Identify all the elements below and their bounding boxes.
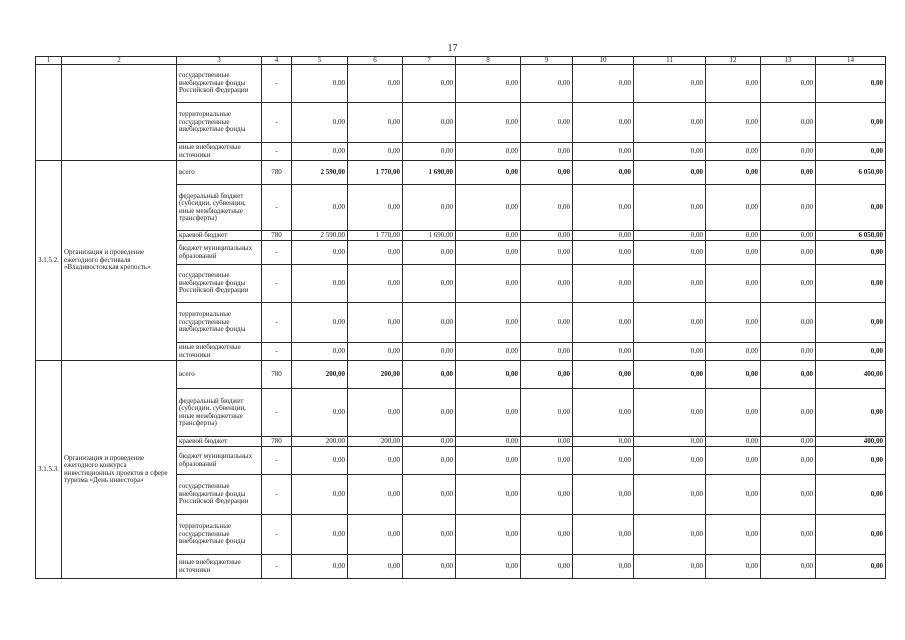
amount-cell: 0,00 [573,103,634,143]
column-number-row [36,57,886,65]
amount-cell: 0,00 [456,389,521,437]
amount-cell: 0,00 [761,555,816,579]
amount-cell: 0,00 [456,103,521,143]
column-number: 14 [816,57,886,65]
amount-cell: 0,00 [573,361,634,389]
amount-cell: 0,00 [761,343,816,361]
amount-cell: 0,00 [403,65,456,103]
amount-cell: 0,00 [634,303,706,343]
amount-cell: 0,00 [573,475,634,515]
budget-code: - [262,343,292,361]
amount-cell: 0,00 [816,389,886,437]
amount-cell: 0,00 [456,447,521,475]
amount-cell: 0,00 [292,447,348,475]
budget-code: - [262,389,292,437]
amount-cell: 0,00 [348,103,403,143]
amount-cell: 1 690,00 [403,231,456,241]
column-number: 1 [36,57,62,65]
amount-cell: 0,00 [456,555,521,579]
column-number: 6 [348,57,403,65]
amount-cell: 0,00 [348,241,403,265]
amount-cell: 0,00 [573,447,634,475]
amount-cell: 0,00 [456,343,521,361]
amount-cell: 0,00 [292,265,348,303]
funding-source: территориальные государственные внебюджетные фонды [177,103,262,143]
amount-cell: 0,00 [706,143,761,161]
amount-cell: 0,00 [634,361,706,389]
amount-cell: 0,00 [292,389,348,437]
amount-cell: 0,00 [706,241,761,265]
amount-cell: 0,00 [521,515,573,555]
amount-cell: 1 690,00 [403,161,456,185]
column-number: 3 [177,57,262,65]
amount-cell: 0,00 [348,475,403,515]
amount-cell: 0,00 [573,555,634,579]
amount-cell: 0,00 [521,65,573,103]
budget-code: - [262,303,292,343]
funding-source: территориальные государственные внебюджетные фонды [177,515,262,555]
column-number: 13 [761,57,816,65]
amount-cell: 0,00 [403,515,456,555]
amount-cell: 0,00 [403,389,456,437]
amount-cell: 0,00 [634,241,706,265]
amount-cell: 0,00 [761,161,816,185]
amount-cell: 0,00 [706,447,761,475]
amount-cell: 0,00 [761,65,816,103]
amount-cell: 0,00 [761,231,816,241]
table-row [36,65,886,103]
budget-code: 780 [262,361,292,389]
amount-cell: 0,00 [348,303,403,343]
amount-cell: 0,00 [403,475,456,515]
amount-cell: 0,00 [573,303,634,343]
amount-cell: 6 050,00 [816,231,886,241]
column-number: 8 [456,57,521,65]
amount-cell: 0,00 [521,241,573,265]
amount-cell: 0,00 [761,475,816,515]
amount-cell: 0,00 [456,437,521,447]
budget-code: - [262,515,292,555]
funding-source: федеральный бюджет (субсидии, субвенции, иные межбюджетные трансферты) [177,389,262,437]
amount-cell: 0,00 [816,143,886,161]
amount-cell: 0,00 [292,103,348,143]
amount-cell: 0,00 [292,65,348,103]
funding-source: краевой бюджет [177,437,262,447]
amount-cell: 0,00 [456,265,521,303]
amount-cell: 0,00 [521,389,573,437]
amount-cell: 0,00 [456,241,521,265]
amount-cell: 0,00 [403,447,456,475]
item-name: Организация и проведение ежегодного фестиваля «Владивостокская крепость» [62,161,177,361]
amount-cell: 0,00 [573,185,634,231]
amount-cell: 0,00 [521,475,573,515]
amount-cell: 0,00 [348,389,403,437]
amount-cell: 0,00 [348,265,403,303]
amount-cell: 0,00 [816,303,886,343]
funding-source: территориальные государственные внебюджетные фонды [177,303,262,343]
amount-cell: 400,00 [816,361,886,389]
amount-cell: 0,00 [521,303,573,343]
amount-cell: 0,00 [706,361,761,389]
amount-cell: 0,00 [706,343,761,361]
budget-code: 780 [262,161,292,185]
amount-cell: 0,00 [761,447,816,475]
amount-cell: 0,00 [761,389,816,437]
item-number-cell [36,65,62,161]
budget-code: - [262,265,292,303]
amount-cell: 0,00 [521,447,573,475]
amount-cell: 2 590,00 [292,231,348,241]
amount-cell: 0,00 [403,343,456,361]
amount-cell: 0,00 [706,389,761,437]
amount-cell: 0,00 [456,185,521,231]
funding-source: государственные внебюджетные фонды Российской Федерации [177,265,262,303]
column-number: 5 [292,57,348,65]
amount-cell: 400,00 [816,437,886,447]
amount-cell: 0,00 [706,515,761,555]
funding-source: бюджет муниципальных образований [177,447,262,475]
amount-cell: 0,00 [706,475,761,515]
budget-code: - [262,447,292,475]
amount-cell: 0,00 [706,265,761,303]
amount-cell: 0,00 [634,343,706,361]
amount-cell: 0,00 [761,143,816,161]
budget-code: - [262,103,292,143]
amount-cell: 0,00 [634,103,706,143]
amount-cell: 0,00 [573,389,634,437]
amount-cell: 0,00 [706,185,761,231]
budget-table [35,56,886,579]
amount-cell: 0,00 [634,231,706,241]
amount-cell: 0,00 [403,265,456,303]
amount-cell: 0,00 [348,515,403,555]
column-number: 4 [262,57,292,65]
table-row [36,361,886,389]
amount-cell: 0,00 [573,65,634,103]
amount-cell: 0,00 [348,555,403,579]
item-name: Организация и проведение ежегодного конкурса инвестиционных проектов в сфере туризма «День инвестора» [62,361,177,579]
amount-cell: 0,00 [521,231,573,241]
column-number: 9 [521,57,573,65]
amount-cell: 2 590,00 [292,161,348,185]
amount-cell: 0,00 [816,555,886,579]
amount-cell: 0,00 [403,303,456,343]
amount-cell: 0,00 [348,447,403,475]
budget-code: 780 [262,231,292,241]
amount-cell: 0,00 [403,103,456,143]
budget-code: - [262,65,292,103]
column-number: 12 [706,57,761,65]
amount-cell: 0,00 [573,265,634,303]
amount-cell: 0,00 [706,65,761,103]
amount-cell: 0,00 [816,475,886,515]
amount-cell: 0,00 [816,103,886,143]
amount-cell: 0,00 [706,437,761,447]
funding-source: краевой бюджет [177,231,262,241]
amount-cell: 0,00 [573,241,634,265]
budget-table-body [36,57,886,579]
amount-cell: 200,00 [348,437,403,447]
amount-cell: 0,00 [403,143,456,161]
amount-cell: 0,00 [456,231,521,241]
table-row [36,161,886,185]
item-name-cell [62,65,177,161]
amount-cell: 0,00 [456,475,521,515]
amount-cell: 0,00 [403,241,456,265]
page-number: 17 [447,43,458,54]
amount-cell: 0,00 [292,185,348,231]
amount-cell: 0,00 [706,555,761,579]
amount-cell: 0,00 [761,103,816,143]
budget-code: - [262,185,292,231]
amount-cell: 1 770,00 [348,161,403,185]
amount-cell: 0,00 [521,437,573,447]
item-number: 3.1.5.3. [36,361,62,579]
amount-cell: 0,00 [634,185,706,231]
amount-cell: 0,00 [292,143,348,161]
amount-cell: 0,00 [634,475,706,515]
column-number: 11 [634,57,706,65]
amount-cell: 0,00 [573,231,634,241]
amount-cell: 0,00 [634,555,706,579]
amount-cell: 0,00 [456,361,521,389]
amount-cell: 0,00 [521,343,573,361]
amount-cell: 0,00 [348,343,403,361]
amount-cell: 0,00 [456,515,521,555]
amount-cell: 0,00 [634,515,706,555]
funding-source: иные внебюджетные источники [177,555,262,579]
amount-cell: 0,00 [761,303,816,343]
amount-cell: 0,00 [573,437,634,447]
amount-cell: 0,00 [761,265,816,303]
budget-code: 780 [262,437,292,447]
amount-cell: 0,00 [634,447,706,475]
amount-cell: 0,00 [292,475,348,515]
amount-cell: 0,00 [816,65,886,103]
amount-cell: 0,00 [634,143,706,161]
amount-cell: 0,00 [403,185,456,231]
column-number: 7 [403,57,456,65]
amount-cell: 0,00 [816,265,886,303]
funding-source: федеральный бюджет (субсидии, субвенции, иные межбюджетные трансферты) [177,185,262,231]
amount-cell: 0,00 [573,143,634,161]
column-number: 2 [62,57,177,65]
amount-cell: 200,00 [292,437,348,447]
amount-cell: 0,00 [292,303,348,343]
amount-cell: 0,00 [634,437,706,447]
amount-cell: 0,00 [348,143,403,161]
amount-cell: 200,00 [292,361,348,389]
amount-cell: 0,00 [456,303,521,343]
amount-cell: 0,00 [816,343,886,361]
amount-cell: 0,00 [634,389,706,437]
amount-cell: 0,00 [348,185,403,231]
amount-cell: 0,00 [573,161,634,185]
amount-cell: 200,00 [348,361,403,389]
amount-cell: 0,00 [403,437,456,447]
amount-cell: 0,00 [521,161,573,185]
amount-cell: 0,00 [292,343,348,361]
amount-cell: 0,00 [292,241,348,265]
amount-cell: 0,00 [521,143,573,161]
column-number: 10 [573,57,634,65]
amount-cell: 0,00 [634,265,706,303]
amount-cell: 0,00 [706,103,761,143]
budget-code: - [262,143,292,161]
amount-cell: 0,00 [521,103,573,143]
amount-cell: 0,00 [634,161,706,185]
amount-cell: 0,00 [348,65,403,103]
funding-source: всего [177,361,262,389]
budget-code: - [262,241,292,265]
funding-source: бюджет муниципальных образований [177,241,262,265]
amount-cell: 0,00 [634,65,706,103]
amount-cell: 0,00 [521,265,573,303]
amount-cell: 0,00 [706,303,761,343]
amount-cell: 0,00 [292,555,348,579]
amount-cell: 0,00 [456,65,521,103]
amount-cell: 0,00 [706,161,761,185]
funding-source: иные внебюджетные источники [177,143,262,161]
funding-source: иные внебюджетные источники [177,343,262,361]
amount-cell: 0,00 [816,241,886,265]
amount-cell: 0,00 [292,515,348,555]
amount-cell: 0,00 [761,241,816,265]
amount-cell: 0,00 [761,361,816,389]
amount-cell: 0,00 [761,185,816,231]
amount-cell: 0,00 [761,437,816,447]
amount-cell: 0,00 [761,515,816,555]
amount-cell: 0,00 [521,361,573,389]
amount-cell: 1 770,00 [348,231,403,241]
funding-source: государственные внебюджетные фонды Российской Федерации [177,475,262,515]
amount-cell: 0,00 [816,515,886,555]
budget-code: - [262,555,292,579]
amount-cell: 0,00 [456,161,521,185]
item-number: 3.1.5.2. [36,161,62,361]
amount-cell: 0,00 [816,185,886,231]
amount-cell: 0,00 [403,555,456,579]
amount-cell: 0,00 [521,185,573,231]
amount-cell: 0,00 [573,343,634,361]
amount-cell: 6 050,00 [816,161,886,185]
amount-cell: 0,00 [573,515,634,555]
amount-cell: 0,00 [403,361,456,389]
amount-cell: 0,00 [521,555,573,579]
amount-cell: 0,00 [816,447,886,475]
funding-source: всего [177,161,262,185]
amount-cell: 0,00 [456,143,521,161]
amount-cell: 0,00 [706,231,761,241]
funding-source: государственные внебюджетные фонды Российской Федерации [177,65,262,103]
budget-code: - [262,475,292,515]
